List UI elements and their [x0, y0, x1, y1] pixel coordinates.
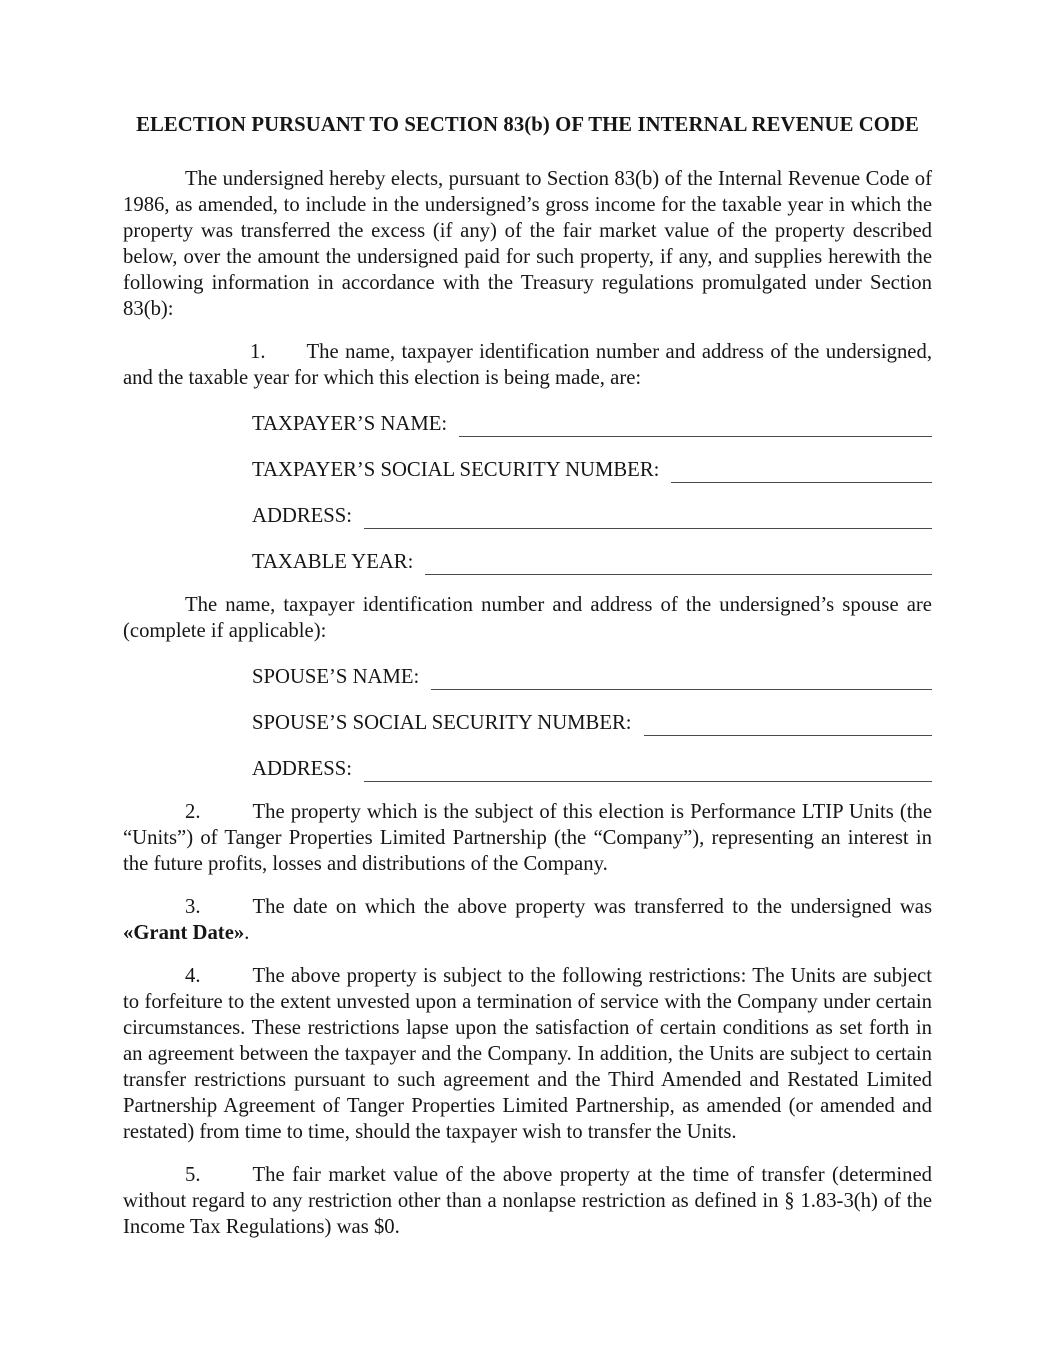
- section-5-paragraph: [123, 1162, 932, 1240]
- section-4-paragraph: [123, 963, 932, 1145]
- section-2-number: 2.: [185, 801, 201, 823]
- taxable-year-blank[interactable]: [425, 551, 932, 575]
- section-5-text: The fair market value of the above property at the time of transfer (determined without regard to any restriction other than a nonlapse restriction as defined in § 1.83-3(h) of the Income Tax Regulations) was $0.: [123, 1164, 932, 1238]
- document-title: ELECTION PURSUANT TO SECTION 83(b) OF THE INTERNAL REVENUE CODE: [136, 114, 919, 136]
- spouse-address-row: [252, 755, 932, 782]
- spouse-name-blank[interactable]: [431, 666, 932, 690]
- section-4-number: 4.: [185, 965, 201, 987]
- taxpayer-ssn-row: [252, 456, 932, 483]
- section-1-text: The name, taxpayer identification number and address of the undersigned, and the taxable year for which this election is being made, are:: [123, 341, 932, 389]
- taxpayer-name-label: TAXPAYER’S NAME:: [252, 413, 448, 435]
- taxpayer-name-row: [252, 410, 932, 437]
- spouse-ssn-blank[interactable]: [644, 712, 932, 736]
- taxpayer-address-row: [252, 502, 932, 529]
- taxpayer-ssn-blank[interactable]: [671, 459, 932, 483]
- spouse-address-label: ADDRESS:: [252, 758, 353, 780]
- taxable-year-row: [252, 548, 932, 575]
- section-2-text: The property which is the subject of this election is Performance LTIP Units (the “Units”) of Tanger Properties Limited Partnership (the “Company”), representing an interest in the future profits, losses and distributions of the Company.: [123, 801, 932, 875]
- spouse-name-label: SPOUSE’S NAME:: [252, 666, 420, 688]
- section-1-paragraph: [123, 339, 932, 391]
- spouse-fields-group: [123, 663, 932, 782]
- section-3-number: 3.: [185, 896, 201, 918]
- intro-paragraph: The undersigned hereby elects, pursuant to Section 83(b) of the Internal Revenue Code of 1986, as amended, to include in the undersigned’s gross income for the taxable year in which the property was transferred the excess (if any) of the fair market value of the property described below, over the amount the undersigned paid for such property, if any, and supplies herewith the following information in accordance with the Treasury regulations promulgated under Section 83(b):: [123, 168, 932, 320]
- section-3-text-end: .: [244, 922, 250, 944]
- taxpayer-address-label: ADDRESS:: [252, 505, 353, 527]
- section-4-text: The above property is subject to the following restrictions: The Units are subject to forfeiture to the extent unvested upon a termination of service with the Company under certain circumstances. These restrictions lapse upon the satisfaction of certain conditions as set forth in an agreement between the taxpayer and the Company. In addition, the Units are subject to certain transfer restrictions pursuant to such agreement and the Third Amended and Restated Limited Partnership Agreement of Tanger Properties Limited Partnership, as amended (or amended and restated) from time to time, should the taxpayer wish to transfer the Units.: [123, 965, 932, 1143]
- taxable-year-label: TAXABLE YEAR:: [252, 551, 414, 573]
- section-1-number: 1.: [250, 341, 266, 363]
- taxpayer-fields-group: [123, 410, 932, 575]
- spouse-ssn-row: [252, 709, 932, 736]
- spouse-ssn-label: SPOUSE’S SOCIAL SECURITY NUMBER:: [252, 712, 632, 734]
- taxpayer-ssn-label: TAXPAYER’S SOCIAL SECURITY NUMBER:: [252, 459, 660, 481]
- spouse-name-row: [252, 663, 932, 690]
- taxpayer-address-blank[interactable]: [364, 505, 932, 529]
- section-3-paragraph: [123, 894, 932, 946]
- spouse-intro-paragraph: The name, taxpayer identification number and address of the undersigned’s spouse are (complete if applicable):: [123, 594, 932, 642]
- spouse-address-blank[interactable]: [364, 758, 932, 782]
- grant-date-placeholder: «Grant Date»: [123, 922, 245, 944]
- section-2-paragraph: [123, 799, 932, 877]
- section-5-number: 5.: [185, 1164, 201, 1186]
- taxpayer-name-blank[interactable]: [459, 413, 932, 437]
- section-3-text: The date on which the above property was transferred to the undersigned was: [252, 896, 932, 918]
